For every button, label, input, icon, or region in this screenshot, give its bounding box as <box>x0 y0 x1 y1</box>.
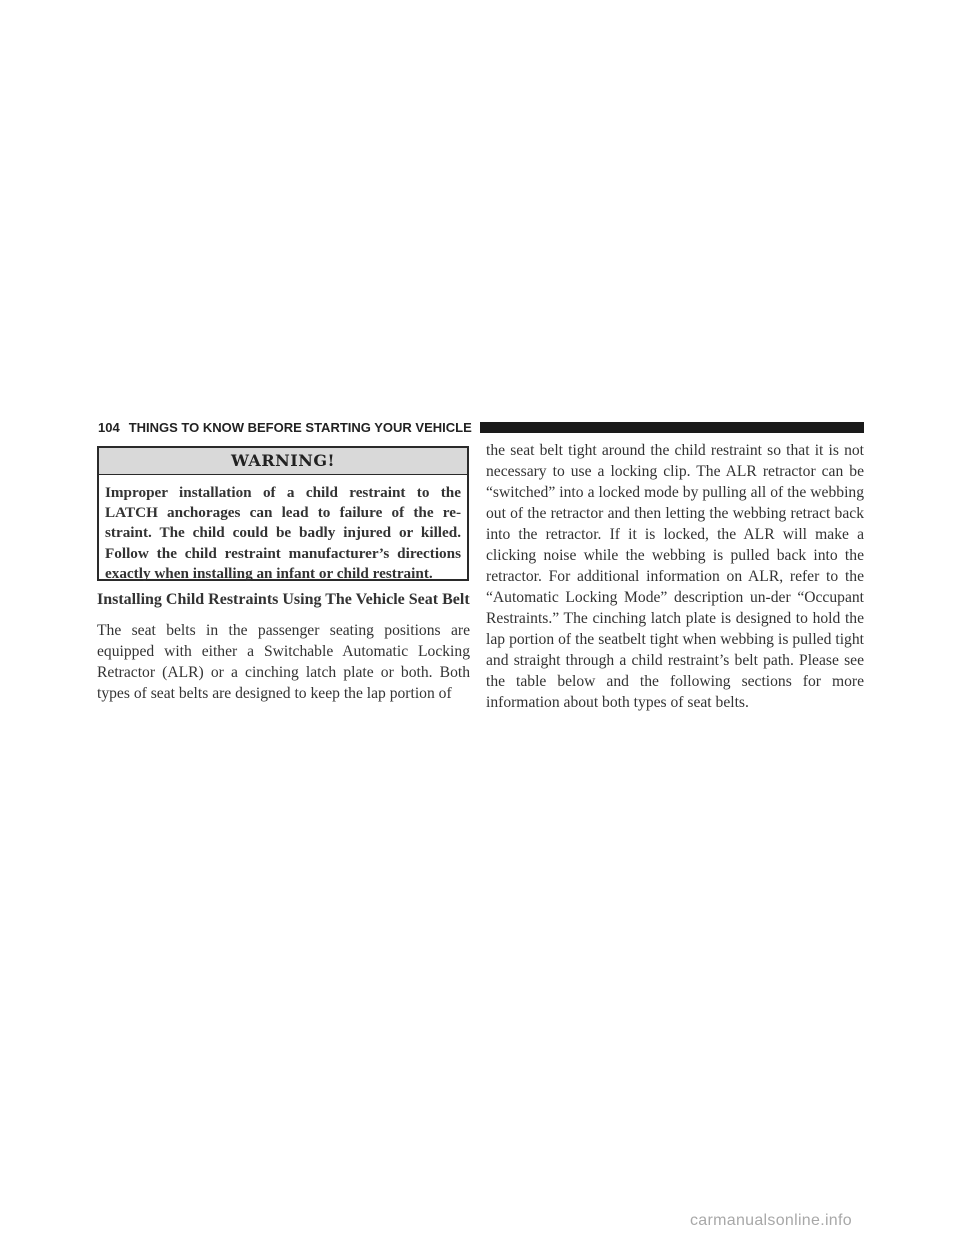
warning-text: Improper installation of a child restraint to the LATCH anchorages can lead to failure of the re-straint. The child could be badly injured or killed. Follow the child restraint manufacturer’s directions exactly when installing an infant or child restraint. <box>105 484 461 582</box>
paragraph-left: The seat belts in the passenger seating positions are equipped with either a Switchable Automatic Locking Retractor (ALR) or a cinching latch plate or both. Both types of seat belts are designed to keep the lap portion of <box>97 622 470 702</box>
watermark: carmanualsonline.info <box>690 1212 852 1229</box>
paragraph-right: the seat belt tight around the child restraint so that it is not necessary to use a locking clip. The ALR retractor can be “switched” into a locked mode by pulling all of the webbing out of the retractor and then letting the webbing retract back into the retractor. If it is locked, the ALR will make a clicking noise while the webbing is pulled back into the retractor. For additional information on ALR, refer to the “Automatic Locking Mode” description un-der “Occupant Restraints.” The cinching latch plate is designed to hold the lap portion of the seatbelt tight when webbing is pulled tight and straight through a child restraint’s belt path. Please see the table below and the following sections for more information about both types of seat belts. <box>486 442 864 711</box>
section-heading: Installing Child Restraints Using The Vehicle Seat Belt <box>97 591 470 608</box>
page-number: 104 <box>98 419 120 435</box>
right-column <box>486 440 864 713</box>
header-rule <box>480 422 864 433</box>
page-header <box>98 418 864 436</box>
warning-title: WARNING! <box>99 448 467 475</box>
left-column <box>97 589 470 704</box>
warning-box <box>97 446 469 581</box>
section-title: THINGS TO KNOW BEFORE STARTING YOUR VEHICLE <box>128 419 472 435</box>
